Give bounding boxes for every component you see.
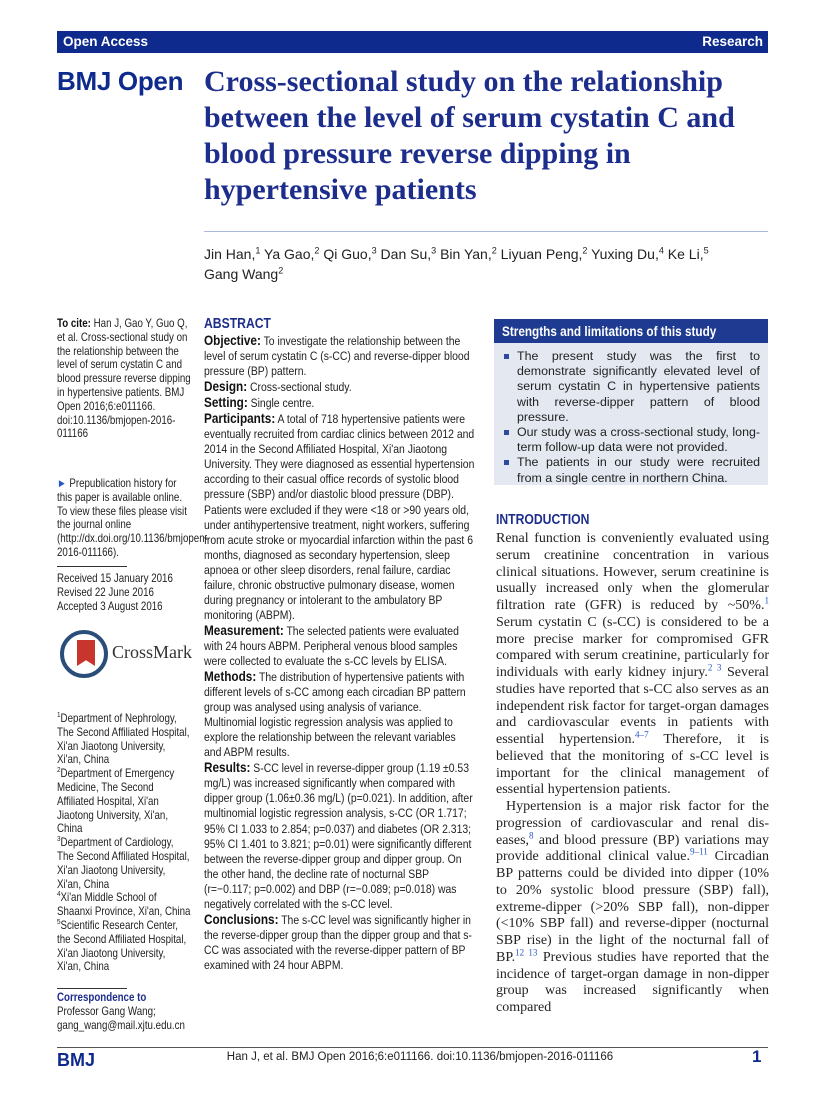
square-bullet-icon: [504, 354, 509, 359]
abstract-section-text: Cross-sectional study.: [247, 380, 352, 395]
cite-text: Han J, Gao Y, Guo Q, et al. Cross-sectional study on the relationship between the level of serum cystatin C and blood pressure reverse dipping in hypertensive patients. BMJ Open 2016;6:e011166. doi:10.1136/bmjopen-2016-011166: [57, 317, 191, 441]
citation-block: [57, 317, 191, 441]
list-item: [504, 455, 760, 485]
article-type-label: Research: [702, 34, 763, 49]
abstract-section-label: Objective:: [204, 332, 261, 348]
footer-divider: [57, 1047, 768, 1048]
open-access-label: Open Access: [63, 34, 149, 49]
reference-superscript[interactable]: 5: [703, 245, 709, 256]
square-bullet-icon: [504, 430, 509, 435]
correspondence-label: Correspondence to: [57, 991, 147, 1004]
list-item-text: The present study was the first to demonstrate significantly elevated level of serum cystatin C in hypertensive patients with reverse-dipper pattern of blood pressure.: [517, 349, 760, 424]
reference-superscript[interactable]: 3: [431, 245, 437, 256]
dates-block: [57, 572, 191, 613]
text-segment: Xi'an Middle School of Shaanxi Province, Xi'an, China: [57, 891, 191, 919]
box-heading: [494, 319, 768, 343]
text-segment: Circadian BP patterns could be divided into dipper (10% to 20% systolic blood pressure (SBP) fall), extreme-dipper (>20% SBP fall), non-dipper (<10% SBP fall) and reverse-dipper (nocturnal SBP rise) in the light of the nocturnal fall of BP.: [496, 849, 769, 965]
abstract-section: [204, 411, 474, 623]
list-item: [504, 349, 760, 425]
text-segment: Therefore, it is believed that the monitoring of s-CC level is important for the clinical management of essential hypertension patients.: [496, 732, 770, 798]
received-date: Received 15 January 2016: [57, 572, 173, 585]
abstract-section-label: Results:: [204, 759, 251, 776]
square-bullet-icon: [504, 460, 509, 465]
text-segment: Qi Guo,: [319, 246, 372, 262]
abstract-section-text: The s-CC level was significantly higher in the reverse-dipper group than the dipper group and that s-CC was associated with the reverse-dipper pattern of BP examined with 24 hour ABPM.: [204, 912, 472, 972]
abstract-section-label: Conclusions:: [204, 910, 279, 927]
abstract-section: [204, 912, 474, 973]
triangle-bullet-icon: ►: [57, 477, 70, 490]
reference-superscript[interactable]: 4–7: [634, 729, 649, 740]
abstract-section: [204, 333, 474, 379]
reference-superscript[interactable]: 2: [491, 245, 497, 256]
abstract-section-label: Design:: [204, 378, 248, 395]
reference-superscript[interactable]: 2: [314, 245, 320, 256]
reference-superscript[interactable]: 4: [57, 889, 61, 899]
abstract-section-label: Measurement:: [204, 621, 284, 638]
text-segment: Hypertension is a major risk factor for the progression of cardiovascular and renal diseases,: [496, 799, 769, 848]
list-item: [504, 425, 760, 455]
abstract-heading: ABSTRACT: [204, 316, 271, 332]
abstract: [204, 316, 474, 973]
correspondence-email[interactable]: gang_wang@mail.xjtu.edu.cn: [57, 1018, 185, 1032]
reference-superscript[interactable]: 9–11: [689, 846, 708, 857]
reference-superscript[interactable]: 1: [57, 710, 61, 720]
text-segment: Serum cystatin C (s-CC) is considered to be a more precise marker for compromised GFR compared with serum creatinine, particularly for individuals with early kidney injury.: [496, 614, 769, 680]
correspondence-block: [57, 991, 191, 1032]
abstract-section: [204, 395, 474, 411]
text-segment: Department of Emergency Medicine, The Second Affiliated Hospital, Xi'an Jiaotong University, Xi'an, China: [57, 767, 175, 836]
cite-label: To cite:: [57, 317, 91, 330]
reference-superscript[interactable]: 2: [582, 245, 588, 256]
article-title: Cross-sectional study on the relationship between the level of serum cystatin C and blood pressure reverse dipping in hypertensive patients: [204, 65, 735, 206]
abstract-section: [204, 760, 474, 911]
abstract-section-label: Participants:: [204, 410, 276, 427]
reference-superscript[interactable]: 5: [57, 917, 61, 927]
box-heading-text: Strengths and limitations of this study: [502, 323, 717, 339]
reference-superscript[interactable]: 3: [371, 245, 377, 256]
top-banner: [57, 31, 768, 53]
footer-logo: BMJ: [57, 1050, 96, 1070]
revised-date: Revised 22 June 2016: [57, 585, 154, 599]
prepublication-note: [57, 477, 208, 560]
strengths-limitations-box: [494, 319, 768, 485]
reference-superscript[interactable]: 1: [764, 595, 769, 606]
correspondence-name: Professor Gang Wang;: [57, 1004, 156, 1018]
text-segment: and blood pressure (BP) variations may provide additional clinical value.: [496, 832, 769, 865]
text-segment: Previous studies have reported that the incidence of target-organ damage in non-dipper group was increased significantly when compared: [496, 949, 769, 1015]
text-segment: Jin Han,: [204, 246, 256, 262]
reference-superscript[interactable]: 2: [57, 765, 61, 775]
text-segment: Ke Li,: [663, 246, 704, 262]
abstract-section: [204, 669, 474, 760]
crossmark-badge[interactable]: [60, 630, 200, 676]
reference-superscript[interactable]: 3: [57, 834, 61, 844]
reference-superscript[interactable]: 8: [529, 829, 534, 840]
affiliations: [57, 712, 191, 974]
reference-superscript[interactable]: 2: [278, 265, 284, 276]
text-segment: Department of Nephrology, The Second Affiliated Hospital, Xi'an Jiaotong University, Xi'an, China: [57, 712, 190, 767]
text-segment: Bin Yan,: [436, 246, 492, 262]
prepublication-text[interactable]: Prepublication history for this paper is available online. To view these files please visit the journal online (http://dx.doi.org/10.1136/bmjopen-2016-011166).: [57, 477, 208, 559]
intro-paragraph: [496, 531, 769, 799]
reference-superscript[interactable]: 12 13: [515, 947, 538, 958]
abstract-section: [204, 623, 474, 669]
author-list: [204, 244, 744, 284]
text-segment: Liyuan Peng,: [496, 246, 583, 262]
sidebar-divider: [57, 566, 127, 567]
title-divider: [204, 231, 768, 232]
journal-logo: BMJ Open: [57, 66, 184, 96]
text-segment: Several studies have reported that s-CC also serves as an independent risk factor for target-organ damages and cardiovascular events in patients with essential hypertension.: [496, 665, 770, 747]
introduction-section: [496, 512, 769, 1017]
text-segment: Yuxing Du,: [587, 246, 659, 262]
abstract-section-text: The selected patients were evaluated with 24 hours ABPM. Peripheral venous blood samples were collected to evaluate the s-CC levels by ELISA.: [204, 623, 459, 668]
reference-superscript[interactable]: 4: [658, 245, 664, 256]
list-item-text: The patients in our study were recruited from a single centre in northern China.: [517, 455, 760, 485]
reference-superscript[interactable]: 2 3: [707, 662, 722, 673]
abstract-section-text: The distribution of hypertensive patients with different levels of s-CC among each circadian BP pattern group was analysed using analysis of variance. Multinomial logistic regression analysis was applied to explore the relationship between the relevant variables and ABPM results.: [204, 670, 466, 760]
abstract-section-text: Single centre.: [247, 396, 315, 411]
page-number: 1: [752, 1047, 762, 1066]
abstract-section-label: Methods:: [204, 668, 257, 685]
crossmark-icon: [60, 630, 108, 678]
footer-citation: Han J, et al. BMJ Open 2016;6:e011166. doi:10.1136/bmjopen-2016-011166: [226, 1051, 614, 1063]
introduction-heading: INTRODUCTION: [496, 512, 590, 528]
abstract-section-text: A total of 718 hypertensive patients were eventually recruited from cardiac clinics between 2012 and 2014 in the Second Affiliated Hospital, Xi'an Jiaotong University. They were diagnosed as essential hypertension according to their casual office records of systolic blood pressure (SBP) and/or diastolic blood pressure (DBP). Patients were excluded if they were <18 or >90 years old, under antihypertensive treatment, night workers, suffering from acute stroke or myocardial infarction within the past 6 months, diagnosed as secondary hypertension, sleep apnoea or other sleep disorders, renal failure, cardiac failure, chronic obstructive pulmonary disease, women during pregnancy or intolerant to the ambulatory BP monitoring (ABPM).: [204, 412, 475, 622]
text-segment: Scientific Research Center, the Second Affiliated Hospital, Xi'an Jiaotong University, Xi'an, China: [57, 918, 187, 974]
text-segment: Renal function is conveniently evaluated using serum creatinine concentration in various clinical situations. However, serum creatinine is usually increased only when the glomerular filtration rate (GFR) is reduced by ~50%.: [496, 531, 769, 613]
list-item-text: Our study was a cross-sectional study, long-term follow-up data were not provided.: [517, 425, 760, 455]
abstract-section-text: S-CC level in reverse-dipper group (1.19 ±0.53 mg/L) was increased significantly when compared with dipper group (1.06±0.36 mg/L) (p=0.021). In addition, after multinomial logistic regression analysis, s-CC (OR 1.717; 95% CI 1.033 to 2.854; p=0.037) and diabetes (OR 2.313; 95% CI 1.401 to 3.821; p=0.01) were significantly different between the reverse-dipper group and dipper group. On the other hand, the decline rate of nocturnal SBP (r=−0.117; p=0.002) and DBP (r=−0.089; p=0.018) was negatively correlated with the s-CC level.: [204, 761, 473, 911]
accepted-date: Accepted 3 August 2016: [57, 599, 163, 613]
abstract-section-label: Setting:: [204, 394, 248, 411]
text-segment: Dan Su,: [376, 246, 432, 262]
abstract-section: [204, 379, 474, 395]
text-segment: Gang Wang: [204, 266, 279, 282]
sidebar-divider: [57, 988, 127, 989]
abstract-section-text: To investigate the relationship between the level of serum cystatin C (s-CC) and reverse-dipper blood pressure (BP) pattern.: [204, 334, 470, 379]
text-segment: Department of Cardiology, The Second Affiliated Hospital, Xi'an Jiaotong University, Xi'an, China: [57, 836, 190, 891]
crossmark-label: CrossMark: [112, 642, 192, 662]
reference-superscript[interactable]: 1: [255, 245, 261, 256]
text-segment: Ya Gao,: [260, 246, 315, 262]
intro-paragraph: [496, 799, 769, 1017]
